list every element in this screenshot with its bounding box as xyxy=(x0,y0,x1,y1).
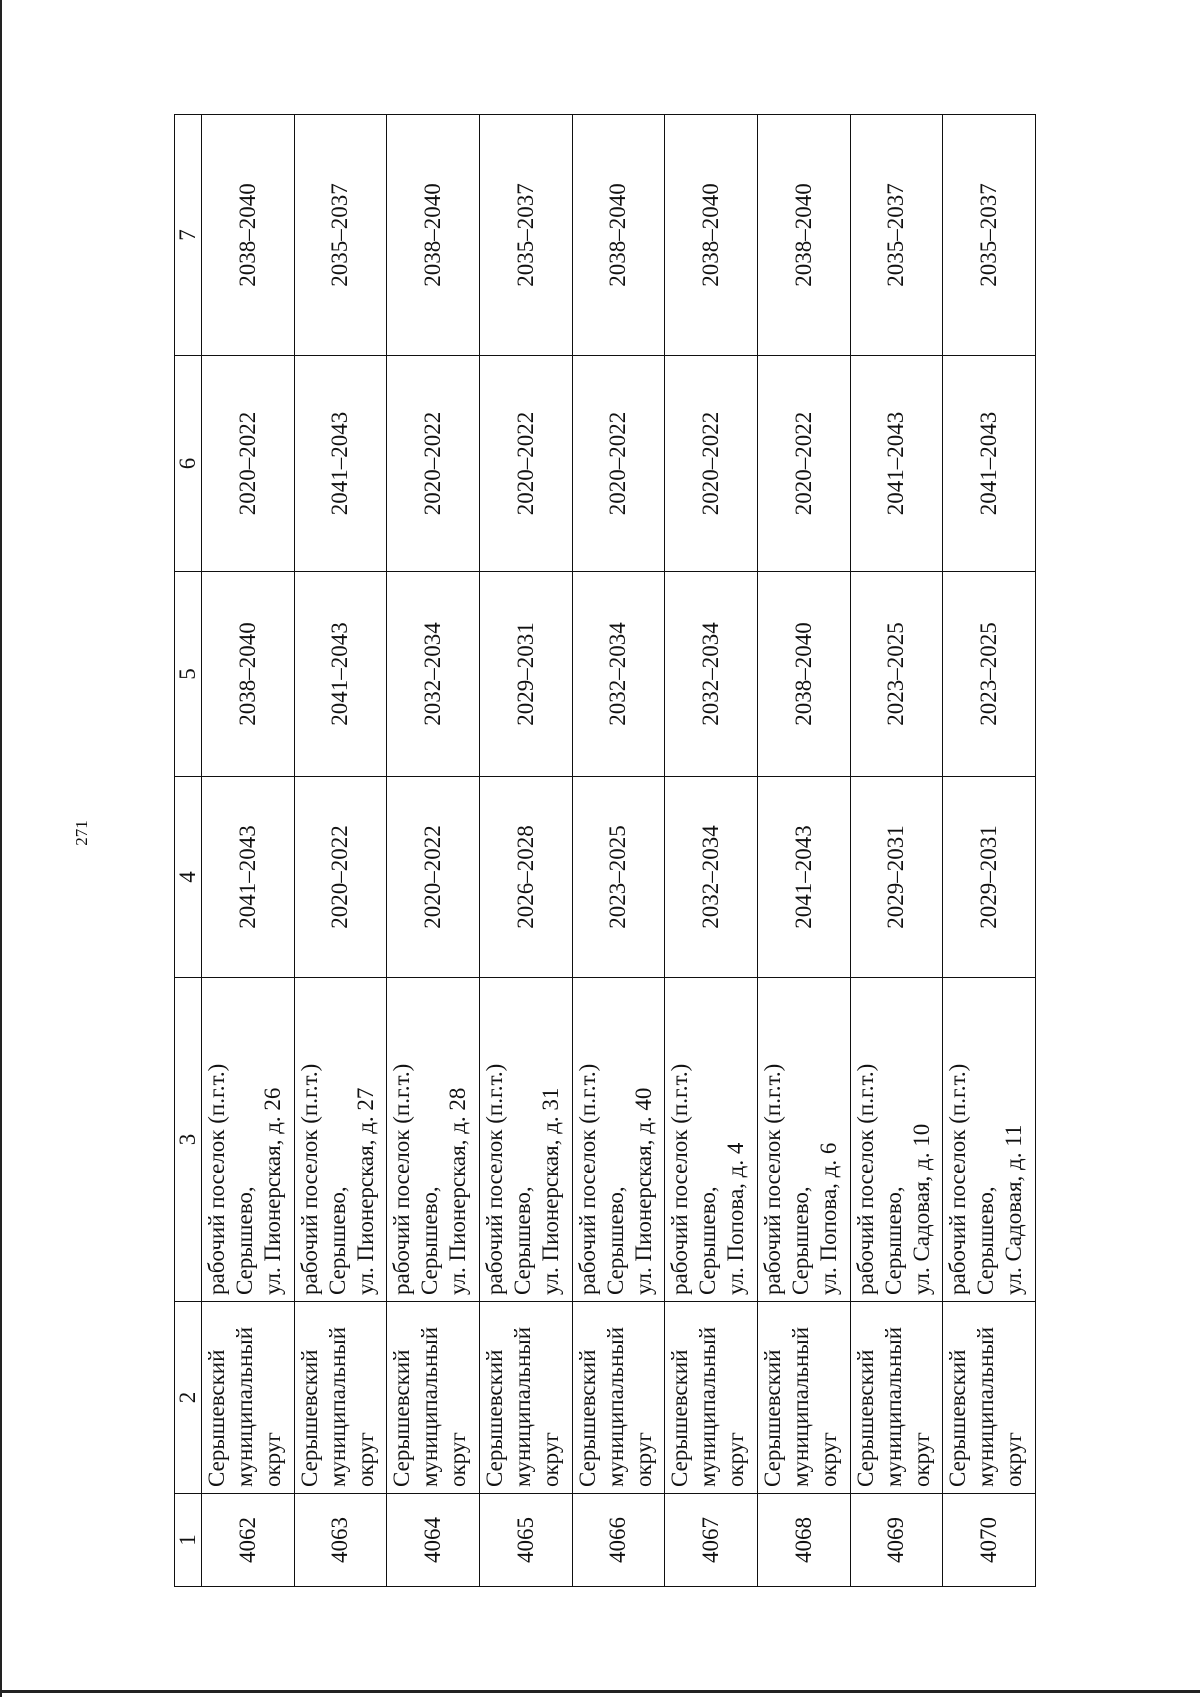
address-cell xyxy=(294,978,387,1302)
period-cell: 2029–2031 xyxy=(943,777,1036,978)
table-row xyxy=(665,115,758,1587)
address-line: рабочий поселок (п.г.т.) xyxy=(852,1063,878,1295)
address-line: Серышево, xyxy=(695,1186,721,1295)
address-line: рабочий поселок (п.г.т.) xyxy=(389,1063,415,1295)
district-line: округ xyxy=(908,1432,934,1487)
district-line: округ xyxy=(1001,1432,1027,1487)
district-line: Серышевский xyxy=(945,1349,971,1487)
period-cell: 2029–2031 xyxy=(479,572,572,777)
table-row xyxy=(757,115,850,1587)
column-header: 5 xyxy=(175,572,202,777)
scan-edge-left xyxy=(0,0,2,1697)
district-line: муниципальный xyxy=(417,1326,443,1487)
row-number-cell: 4070 xyxy=(943,1494,1036,1587)
period-cell: 2020–2022 xyxy=(202,356,295,572)
address-line: ул. Пионерская, д. 31 xyxy=(537,1087,563,1295)
period-cell: 2032–2034 xyxy=(665,572,758,777)
period-cell: 2026–2028 xyxy=(479,777,572,978)
row-number-cell: 4067 xyxy=(665,1494,758,1587)
district-line: округ xyxy=(445,1432,471,1487)
district-line: Серышевский xyxy=(389,1349,415,1487)
district-line: муниципальный xyxy=(232,1326,257,1487)
row-number-cell: 4062 xyxy=(202,1494,295,1587)
address-line: Серышево, xyxy=(787,1186,813,1295)
district-line: муниципальный xyxy=(973,1326,999,1487)
address-line: ул. Пионерская, д. 26 xyxy=(260,1087,285,1295)
period-cell: 2041–2043 xyxy=(757,777,850,978)
table-row xyxy=(387,115,480,1587)
address-line: ул. Пионерская, д. 40 xyxy=(630,1087,656,1295)
district-cell xyxy=(943,1302,1036,1494)
address-line: Серышево, xyxy=(417,1186,443,1295)
district-line: муниципальный xyxy=(324,1326,350,1487)
row-number-cell: 4068 xyxy=(757,1494,850,1587)
period-cell: 2020–2022 xyxy=(294,777,387,978)
period-cell: 2035–2037 xyxy=(294,115,387,356)
address-cell xyxy=(572,978,665,1302)
address-line: рабочий поселок (п.г.т.) xyxy=(296,1063,322,1295)
period-cell: 2029–2031 xyxy=(850,777,943,978)
district-cell xyxy=(387,1302,480,1494)
period-cell: 2035–2037 xyxy=(943,115,1036,356)
table-row xyxy=(850,115,943,1587)
period-cell: 2023–2025 xyxy=(572,777,665,978)
period-cell: 2038–2040 xyxy=(757,572,850,777)
period-cell: 2041–2043 xyxy=(850,356,943,572)
row-number-cell: 4069 xyxy=(850,1494,943,1587)
address-line: рабочий поселок (п.г.т.) xyxy=(667,1063,693,1295)
district-line: округ xyxy=(537,1432,563,1487)
address-cell xyxy=(665,978,758,1302)
row-number-cell: 4063 xyxy=(294,1494,387,1587)
row-number-cell: 4064 xyxy=(387,1494,480,1587)
period-cell: 2035–2037 xyxy=(850,115,943,356)
period-cell: 2038–2040 xyxy=(202,115,295,356)
column-header: 7 xyxy=(175,115,202,356)
period-cell: 2038–2040 xyxy=(665,115,758,356)
district-cell xyxy=(665,1302,758,1494)
address-cell xyxy=(479,978,572,1302)
period-cell: 2020–2022 xyxy=(387,777,480,978)
address-line: ул. Пионерская, д. 28 xyxy=(445,1087,471,1295)
district-line: Серышевский xyxy=(667,1349,693,1487)
district-line: муниципальный xyxy=(787,1326,813,1487)
address-cell xyxy=(850,978,943,1302)
district-cell xyxy=(294,1302,387,1494)
table-row xyxy=(294,115,387,1587)
period-cell: 2041–2043 xyxy=(943,356,1036,572)
period-cell: 2020–2022 xyxy=(665,356,758,572)
table-row xyxy=(572,115,665,1587)
address-cell xyxy=(202,978,295,1302)
column-header: 4 xyxy=(175,777,202,978)
period-cell: 2041–2043 xyxy=(202,777,295,978)
address-line: ул. Попова, д. 4 xyxy=(723,1142,749,1295)
district-line: Серышевский xyxy=(481,1349,507,1487)
period-cell: 2032–2034 xyxy=(665,777,758,978)
column-header: 1 xyxy=(175,1494,202,1587)
address-line: ул. Садовая, д. 11 xyxy=(1001,1124,1027,1295)
rotated-table-wrapper xyxy=(174,115,1036,1587)
district-line: Серышевский xyxy=(296,1349,322,1487)
district-cell xyxy=(202,1302,295,1494)
period-cell: 2023–2025 xyxy=(943,572,1036,777)
address-line: рабочий поселок (п.г.т.) xyxy=(759,1063,785,1295)
period-cell: 2035–2037 xyxy=(479,115,572,356)
period-cell: 2038–2040 xyxy=(202,572,295,777)
district-line: муниципальный xyxy=(509,1326,535,1487)
scan-edge-bottom xyxy=(0,1690,1200,1693)
period-cell: 2038–2040 xyxy=(757,115,850,356)
district-cell xyxy=(479,1302,572,1494)
address-line: рабочий поселок (п.г.т.) xyxy=(204,1063,229,1295)
district-line: Серышевский xyxy=(204,1349,229,1487)
period-cell: 2032–2034 xyxy=(572,572,665,777)
period-cell: 2041–2043 xyxy=(294,356,387,572)
schedule-table xyxy=(174,114,1036,1587)
period-cell: 2032–2034 xyxy=(387,572,480,777)
address-line: Серышево, xyxy=(509,1186,535,1295)
address-cell xyxy=(943,978,1036,1302)
district-line: муниципальный xyxy=(602,1326,628,1487)
period-cell: 2020–2022 xyxy=(757,356,850,572)
district-line: муниципальный xyxy=(880,1326,906,1487)
address-line: Серышево, xyxy=(602,1186,628,1295)
period-cell: 2038–2040 xyxy=(387,115,480,356)
period-cell: 2020–2022 xyxy=(479,356,572,572)
district-line: округ xyxy=(352,1432,378,1487)
district-line: округ xyxy=(630,1432,656,1487)
address-line: Серышево, xyxy=(324,1186,350,1295)
address-line: Серышево, xyxy=(973,1186,999,1295)
period-cell: 2020–2022 xyxy=(572,356,665,572)
district-line: округ xyxy=(260,1432,285,1487)
district-line: Серышевский xyxy=(852,1349,878,1487)
period-cell: 2023–2025 xyxy=(850,572,943,777)
address-line: рабочий поселок (п.г.т.) xyxy=(574,1063,600,1295)
district-cell xyxy=(572,1302,665,1494)
table-row xyxy=(202,115,295,1587)
table-row xyxy=(479,115,572,1587)
address-line: рабочий поселок (п.г.т.) xyxy=(945,1063,971,1295)
row-number-cell: 4065 xyxy=(479,1494,572,1587)
address-line: Серышево, xyxy=(880,1186,906,1295)
address-cell xyxy=(757,978,850,1302)
row-number-cell: 4066 xyxy=(572,1494,665,1587)
column-header: 2 xyxy=(175,1302,202,1494)
period-cell: 2041–2043 xyxy=(294,572,387,777)
period-cell: 2020–2022 xyxy=(387,356,480,572)
district-line: Серышевский xyxy=(759,1349,785,1487)
header-row xyxy=(175,115,202,1587)
district-cell xyxy=(757,1302,850,1494)
column-header: 6 xyxy=(175,356,202,572)
district-line: муниципальный xyxy=(695,1326,721,1487)
address-cell xyxy=(387,978,480,1302)
district-cell xyxy=(850,1302,943,1494)
address-line: ул. Пионерская, д. 27 xyxy=(352,1087,378,1295)
address-line: ул. Садовая, д. 10 xyxy=(908,1123,934,1295)
district-line: округ xyxy=(815,1432,841,1487)
column-header: 3 xyxy=(175,978,202,1302)
address-line: Серышево, xyxy=(232,1186,257,1295)
table-row xyxy=(943,115,1036,1587)
address-line: рабочий поселок (п.г.т.) xyxy=(481,1063,507,1295)
district-line: округ xyxy=(723,1432,749,1487)
address-line: ул. Попова, д. 6 xyxy=(815,1142,841,1295)
page-number: 271 xyxy=(72,820,91,846)
district-line: Серышевский xyxy=(574,1349,600,1487)
period-cell: 2038–2040 xyxy=(572,115,665,356)
